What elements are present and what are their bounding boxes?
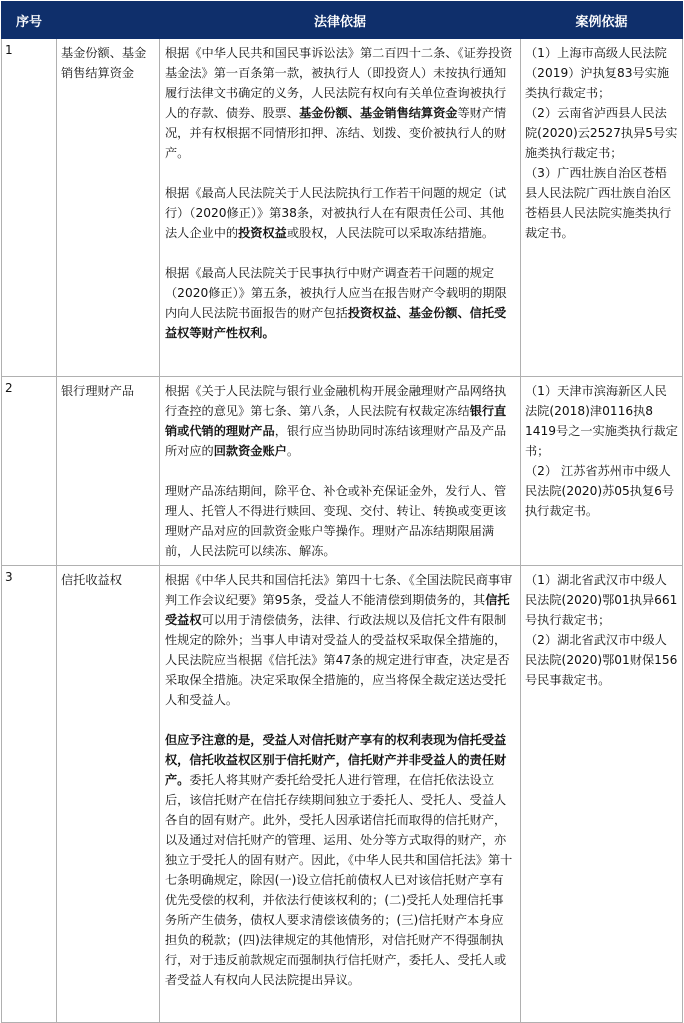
- law-text-bold: 银行直销或代销的理财产品: [165, 404, 507, 438]
- asset-type: 基金份额、基金销售结算资金: [57, 39, 160, 377]
- law-basis-cell: [160, 377, 521, 566]
- row-number: 2: [2, 377, 57, 566]
- case-entry: （2）湖北省武汉市中级人民法院(2020)鄂01财保156号民事裁定书。: [525, 633, 678, 687]
- case-entry: （1）上海市高级人民法院（2019）沪执复83号实施类执行裁定书；: [525, 46, 670, 100]
- law-paragraph: [165, 43, 515, 163]
- law-basis-cell: [160, 39, 521, 377]
- law-text: 委托人将其财产委托给受托人进行管理，在信托依法设立后，该信托财产在信托存续期间独立于委托人、受托人、受益人各自的固有财产。此外，受托人因承诺信托而取得的信托财产，以及通过对信托财产的管理、运用、处分等方式取得的财产，亦独立于受托人的固有财产。因此，《中华人民共和国信托法》第十七条明确规定，除因(一)设立信托前债权人已对该信托财产享有优先受偿的权利，并依法行使该权利的；(二)受托人处理信托事务所产生债务，债权人要求清偿该债务的；(三)信托财产本身应担负的税款；(四)法律规定的其他情形，对信托财产不得强制执行，对于违反前款规定而强制执行信托财产，委托人、受托人或者受益人有权向人民法院提出异议。: [165, 773, 513, 987]
- law-paragraph: [165, 263, 515, 343]
- law-text: 等财产情况，并有权根据不同情形扣押、冻结、划拨、变价被执行人的财产。: [165, 106, 507, 160]
- law-paragraph: [165, 481, 515, 561]
- law-text: 或股权，人民法院可以采取冻结措施。: [286, 226, 495, 240]
- case-basis-cell: [521, 39, 683, 377]
- case-basis-cell: [521, 566, 683, 1023]
- case-entry: （1）天津市滨海新区人民法院(2018)津0116执8 1419号之一实施类执行裁定书；: [525, 384, 678, 458]
- law-text: 。: [286, 444, 300, 458]
- law-text-bold: 投资权益: [238, 226, 287, 240]
- law-paragraph: [165, 183, 515, 243]
- header-item: [57, 2, 160, 39]
- law-text-bold: 投资权益、基金份额、信托受益权等财产性权利。: [165, 306, 507, 340]
- legal-basis-table: [1, 1, 683, 1023]
- case-basis-cell: [521, 377, 683, 566]
- row-number: 3: [2, 566, 57, 1023]
- case-entry: （2）云南省泸西县人民法院(2020)云2527执异5号实施类执行裁定书；: [525, 106, 678, 160]
- law-text: 根据《最高人民法院关于人民法院执行工作若干问题的规定（试行）（2020修正）》第38条，对被执行人在有限责任公司、其他法人企业中的: [165, 186, 507, 240]
- law-text-bold: 回款资金账户: [213, 444, 287, 458]
- header-row: [2, 2, 683, 39]
- law-paragraph: [165, 570, 515, 710]
- table-row: [2, 377, 683, 566]
- table-row: [2, 566, 683, 1023]
- law-text-bold: 基金份额、基金销售结算资金: [299, 106, 458, 120]
- law-text-bold: 但应予注意的是，受益人对信托财产享有的权利表现为信托受益权，信托收益权区别于信托财产，信托财产并非受益人的责任财产。: [165, 733, 507, 787]
- law-paragraph: [165, 730, 515, 990]
- law-text: 根据《中华人民共和国信托法》第四十七条、《全国法院民商事审判工作会议纪要》第95条，受益人不能清偿到期债务的，其: [165, 573, 513, 607]
- case-entry: （3）广西壮族自治区苍梧县人民法院广西壮族自治区苍梧县人民法院实施类执行裁定书。: [525, 166, 672, 240]
- case-entry: （1）湖北省武汉市中级人民法院(2020)鄂01执异661号执行裁定书；: [525, 573, 678, 627]
- law-text: 根据《最高人民法院关于民事执行中财产调查若干问题的规定（2020修正）》第五条，被执行人应当在报告财产令载明的期限内向人民法院书面报告的财产包括: [165, 266, 507, 320]
- asset-type: 信托收益权: [57, 566, 160, 1023]
- law-text: 理财产品冻结期间，除平仓、补仓或补充保证金外，发行人、管理人、托管人不得进行赎回、变现、交付、转让、转换或变更该理财产品对应的回款资金账户等操作。理财产品冻结期限届满前，人民法院可以续冻、解冻。: [165, 484, 507, 558]
- law-basis-cell: [160, 566, 521, 1023]
- law-text: 根据《关于人民法院与银行业金融机构开展金融理财产品网络执行查控的意见》第七条、第八条，人民法院有权裁定冻结: [165, 384, 507, 418]
- header-case: 案例依据: [521, 2, 683, 39]
- law-text: 根据《中华人民共和国民事诉讼法》第二百四十二条、《证券投资基金法》第一百条第一款，被执行人（即投资人）未按执行通知履行法律文书确定的义务，人民法院有权向有关单位查询被执行人的存款、债券、股票、: [165, 46, 513, 120]
- case-entry: （2） 江苏省苏州市中级人民法院(2020)苏05执复6号执行裁定书。: [525, 464, 675, 518]
- law-text: 可以用于清偿债务，法律、行政法规以及信托文件有限制性规定的除外；当事人申请对受益人的受益权采取保全措施的，人民法院应当根据《信托法》第47条的规定进行审查，决定是否采取保全措施。决定采取保全措施的，应当将保全裁定送达受托人和受益人。: [165, 613, 510, 707]
- law-text: ，银行应当协助同时冻结该理财产品及产品所对应的: [165, 424, 507, 458]
- header-no: 序号: [2, 2, 57, 39]
- row-number: 1: [2, 39, 57, 377]
- table-row: [2, 39, 683, 377]
- header-law: 法律依据: [160, 2, 521, 39]
- asset-type: 银行理财产品: [57, 377, 160, 566]
- law-paragraph: [165, 381, 515, 461]
- law-text-bold: 信托受益权: [165, 593, 510, 627]
